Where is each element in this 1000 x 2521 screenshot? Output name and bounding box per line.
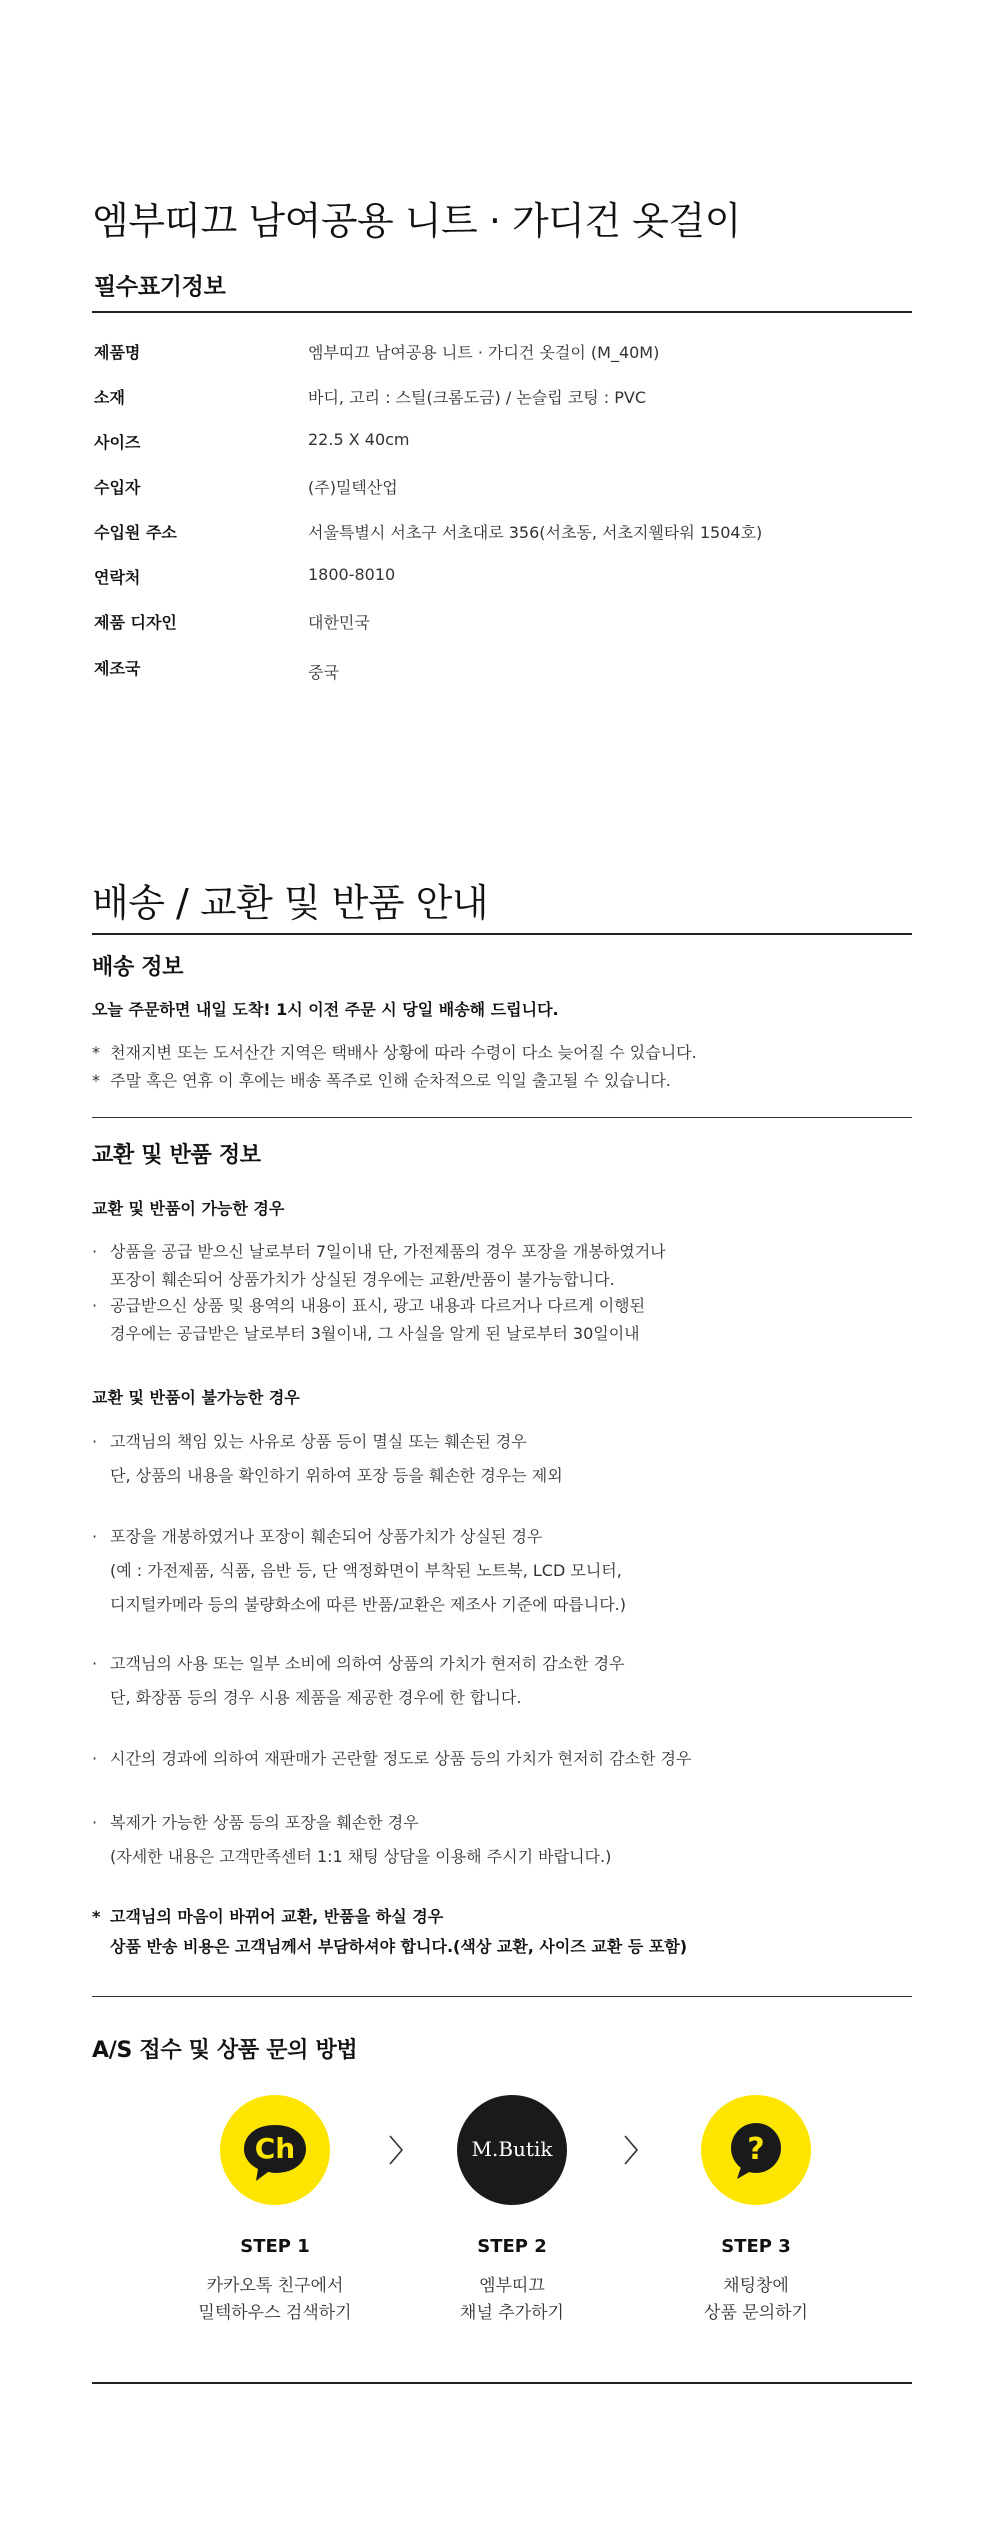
spec-heading: 필수표기정보 (94, 274, 226, 300)
spec-row-design (94, 610, 914, 640)
spec-value: 엠부띠끄 남여공용 니트 · 가디건 옷걸이 (M_40M) (308, 343, 660, 362)
section-divider (92, 1996, 912, 1997)
spec-key: 수입원 주소 (94, 523, 177, 542)
shipping-info-title: 배송 정보 (92, 955, 184, 980)
shipping-note: * 주말 혹은 연휴 이 후에는 배송 폭주로 인해 순차적으로 익일 출고될 수 있습니다. (92, 1071, 671, 1090)
step-desc: 채팅창에 (723, 2276, 789, 2296)
bullet-dot: · (92, 1813, 98, 1832)
step-desc: 채널 추가하기 (460, 2303, 564, 2323)
spec-key: 제품명 (94, 343, 141, 362)
step-3 (656, 2236, 856, 2327)
exchange-impossible-title: 교환 및 반품이 불가능한 경우 (92, 1388, 300, 1407)
spec-value: 22.5 X 40cm (308, 430, 410, 449)
bullet-dot: · (92, 1654, 98, 1673)
spec-key: 소재 (94, 388, 125, 407)
list-item: · 공급받으신 상품 및 용역의 내용이 표시, 광고 내용과 다르거나 다르게 이행된 경우에는 공급받은 날로부터 3월이내, 그 사실을 알게 된 날로부터 30일이내 (92, 1292, 645, 1348)
spec-key: 제품 디자인 (94, 613, 177, 632)
chevron-right-icon (387, 2134, 405, 2166)
exchange-possible-title: 교환 및 반품이 가능한 경우 (92, 1199, 285, 1218)
step-icon-text: M.Butik (471, 2137, 553, 2161)
spec-row-contact (94, 565, 914, 595)
spec-value: 1800-8010 (308, 565, 396, 584)
list-item: · 고객님의 사용 또는 일부 소비에 의하여 상품의 가치가 현저히 감소한 경우 단, 화장품 등의 경우 시용 제품을 제공한 경우에 한 합니다. (92, 1647, 625, 1715)
list-item: · 시간의 경과에 의하여 재판매가 곤란할 정도로 상품 등의 가치가 현저히 감소한 경우 (92, 1742, 691, 1776)
asterisk-mark: * (92, 1071, 111, 1090)
list-item: · 상품을 공급 받으신 날로부터 7일이내 단, 가전제품의 경우 포장을 개봉하였거나 포장이 훼손되어 상품가치가 상실된 경우에는 교환/반품이 불가능합니다. (92, 1238, 666, 1294)
final-note: * 고객님의 마음이 바뀌어 교환, 반품을 하실 경우 상품 반송 비용은 고객님께서 부담하셔야 합니다.(색상 교환, 사이즈 교환 등 포함) (92, 1902, 687, 1962)
chat-question-icon (701, 2095, 811, 2205)
kakao-channel-icon (220, 2095, 330, 2205)
list-item: · 복제가 가능한 상품 등의 포장을 훼손한 경우 (자세한 내용은 고객만족센터 1:1 채팅 상담을 이용해 주시기 바랍니다.) (92, 1806, 611, 1874)
spec-row-address (94, 520, 914, 550)
bullet-dot: · (92, 1749, 98, 1768)
list-item: · 고객님의 책임 있는 사유로 상품 등이 멸실 또는 훼손된 경우 단, 상품의 내용을 확인하기 위하여 포장 등을 훼손한 경우는 제외 (92, 1425, 563, 1493)
step-icon-text: ? (747, 2132, 765, 2167)
spec-key: 사이즈 (94, 433, 141, 452)
spec-value: 서울특별시 서초구 서초대로 356(서초동, 서초지웰타워 1504호) (308, 523, 763, 542)
spec-value: 중국 (308, 663, 339, 682)
spec-row-origin (94, 656, 914, 686)
spec-divider (92, 311, 912, 313)
shipping-heading: 배송 / 교환 및 반품 안내 (92, 881, 489, 925)
step-1 (175, 2236, 375, 2327)
shipping-divider (92, 933, 912, 935)
step-desc: 밀텍하우스 검색하기 (198, 2303, 352, 2323)
step-label: STEP 3 (721, 2236, 791, 2257)
spec-value: (주)밀텍산업 (308, 478, 398, 497)
step-2 (412, 2236, 612, 2327)
step-label: STEP 1 (240, 2236, 310, 2257)
step-desc: 상품 문의하기 (704, 2303, 808, 2323)
bullet-dot: · (92, 1296, 98, 1315)
spec-row-material (94, 385, 914, 415)
shipping-info-bold: 오늘 주문하면 내일 도착! 1시 이전 주문 시 당일 배송해 드립니다. (92, 1000, 559, 1019)
spec-row-name (94, 340, 914, 370)
bottom-divider (92, 2382, 912, 2384)
asterisk-mark: * (92, 1043, 111, 1062)
shipping-note: * 천재지변 또는 도서산간 지역은 택배사 상황에 따라 수령이 다소 늦어질 수 있습니다. (92, 1043, 697, 1062)
list-item: · 포장을 개봉하였거나 포장이 훼손되어 상품가치가 상실된 경우 (예 : 가전제품, 식품, 음반 등, 단 액정화면이 부착된 노트북, LCD 모니터, 디지털카메라 등의 불량화소에 따른 반품/교환은 제조사 기준에 따릅니다.) (92, 1520, 626, 1622)
bullet-dot: · (92, 1527, 98, 1546)
step-desc: 카카오톡 친구에서 (206, 2276, 344, 2296)
chevron-right-icon (622, 2134, 640, 2166)
bullet-dot: · (92, 1432, 98, 1451)
mbutik-logo-icon (457, 2095, 567, 2205)
spec-value: 바디, 고리 : 스틸(크롬도금) / 논슬립 코팅 : PVC (308, 388, 647, 407)
exchange-title: 교환 및 반품 정보 (92, 1143, 261, 1168)
bullet-dot: · (92, 1242, 98, 1261)
spec-key: 연락처 (94, 568, 141, 587)
step-icon-text: Ch (254, 2132, 296, 2165)
as-title: A/S 접수 및 상품 문의 방법 (92, 2038, 358, 2063)
spec-row-size (94, 430, 914, 460)
section-divider (92, 1117, 912, 1118)
spec-key: 제조국 (94, 659, 141, 678)
asterisk-mark: * (92, 1907, 101, 1926)
spec-key: 수입자 (94, 478, 141, 497)
step-label: STEP 2 (477, 2236, 547, 2257)
page-title: 엠부띠끄 남여공용 니트 · 가디건 옷걸이 (92, 199, 741, 243)
spec-value: 대한민국 (308, 613, 370, 632)
step-desc: 엠부띠끄 (479, 2276, 545, 2296)
spec-row-importer (94, 475, 914, 505)
